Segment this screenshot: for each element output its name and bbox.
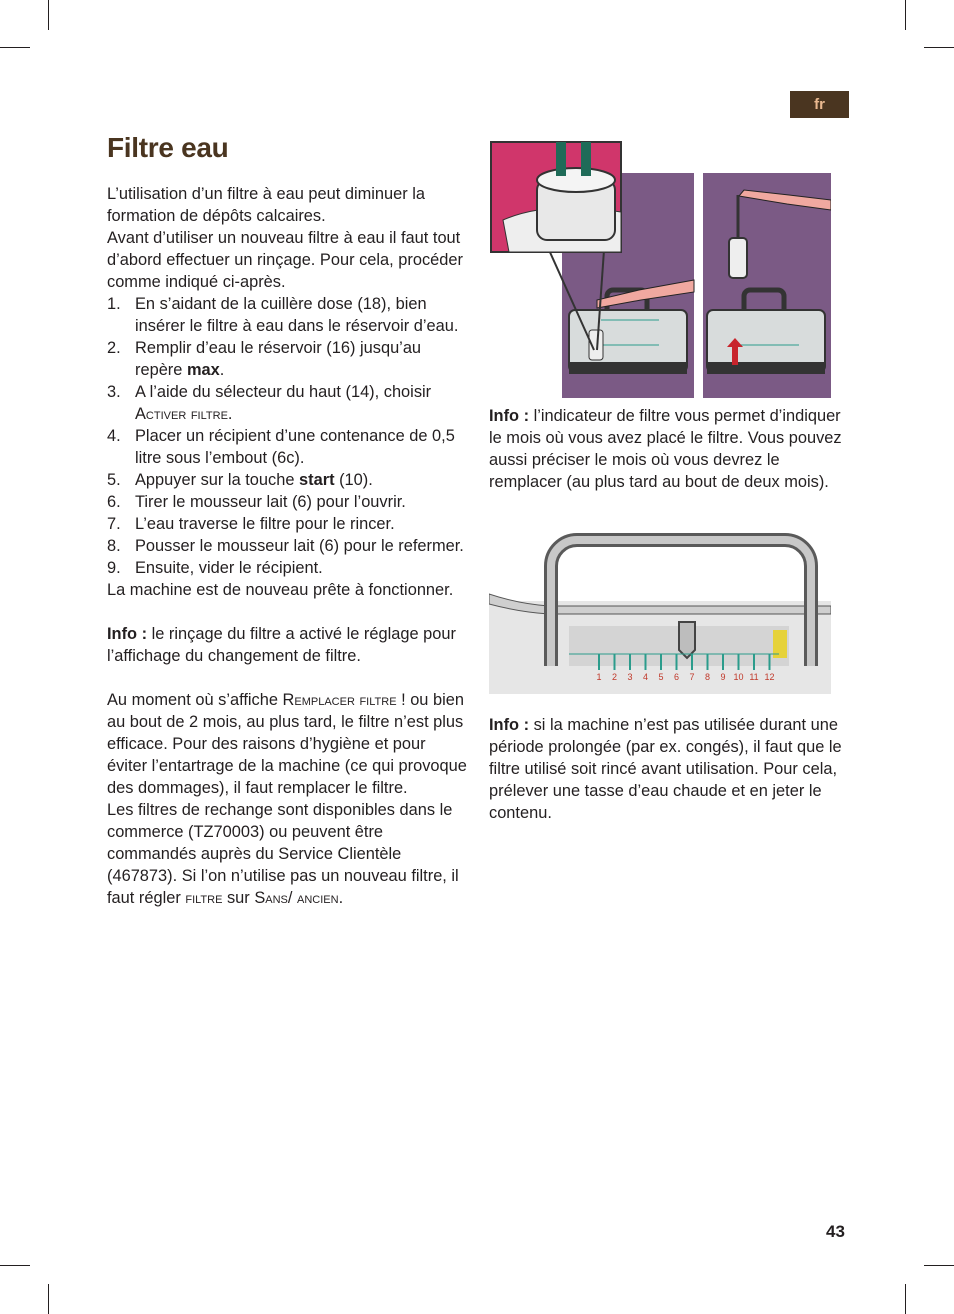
- step-text: Tirer le mousseur lait (6) pour l’ouvrir.: [135, 493, 406, 511]
- list-item: [107, 337, 467, 381]
- info-box-long-absence: [489, 714, 849, 824]
- step-number: 9.: [107, 559, 121, 577]
- page-title: Filtre eau: [107, 132, 229, 163]
- page-number: 43: [826, 1222, 845, 1241]
- step-keyword: max: [186, 361, 220, 379]
- info-text: l’indicateur de filtre vous permet d’indiquer le mois où vous avez placé le filtre. Vous pouvez aussi préciser le mois où vous devrez le remplacer (au plus tard au bout de deux mois).: [489, 407, 842, 491]
- info-label: Info :: [107, 625, 148, 643]
- month-label: 3: [627, 672, 633, 682]
- step-number: 4.: [107, 427, 121, 445]
- menu-term: Sans/ ancien: [254, 889, 339, 907]
- list-item: [107, 381, 467, 425]
- crop-mark: [924, 1265, 954, 1266]
- list-item: [107, 513, 467, 535]
- crop-mark: [0, 47, 30, 48]
- menu-term: filtre: [185, 889, 223, 907]
- crop-mark: [48, 0, 49, 30]
- step-number: 8.: [107, 537, 121, 555]
- info-text: le rinçage du filtre a activé le réglage pour l’affichage du changement de filtre.: [107, 625, 456, 665]
- body-text: sur: [222, 889, 255, 907]
- list-item: [107, 557, 467, 579]
- body-text: Au moment où s’affiche: [107, 691, 283, 709]
- month-label: 12: [764, 672, 775, 682]
- menu-term: Activer filtre: [135, 405, 228, 423]
- spare-paragraph: [107, 799, 467, 909]
- month-indicator-illustration: [489, 526, 831, 694]
- intro-paragraph: Avant d’utiliser un nouveau filtre à eau il faut tout d’abord effectuer un rinçage. Pour cela, procéder comme indiqué ci-après.: [107, 229, 463, 291]
- month-label: 10: [733, 672, 744, 682]
- step-keyword: start: [299, 471, 335, 489]
- step-number: 7.: [107, 515, 121, 533]
- step-text: A l’aide du sélecteur du haut (14), choisir: [135, 383, 432, 401]
- list-item: [107, 293, 467, 337]
- step-text: En s’aidant de la cuillère dose (18), bien insérer le filtre à eau dans le réservoir d’eau.: [135, 295, 459, 335]
- month-label: 1: [596, 672, 602, 682]
- step-text: .: [219, 361, 225, 379]
- month-label: 2: [611, 672, 618, 682]
- month-label: 6: [673, 672, 680, 682]
- step-number: 1.: [107, 295, 121, 313]
- step-number: 6.: [107, 493, 121, 511]
- month-label: 4: [642, 672, 649, 682]
- body-text: ou bien au bout de 2 mois, au plus tard, le filtre n’est plus efficace. Pour des raisons d’hygiène et pour éviter l’entartrage de la machine (ce qui provoque des dommages), il faut remplacer le filtre.: [107, 691, 467, 797]
- month-label: 8: [704, 672, 711, 682]
- crop-mark: [48, 1284, 49, 1314]
- step-text: Placer un récipient d’une contenance de 0,5 litre sous l’embout (6c).: [135, 427, 455, 467]
- crop-mark: [0, 1265, 30, 1266]
- crop-mark: [924, 47, 954, 48]
- step-number: 2.: [107, 339, 121, 357]
- replace-paragraph: [107, 689, 467, 799]
- crop-mark: [905, 1284, 906, 1314]
- step-text: Pousser le mousseur lait (6) pour le refermer.: [135, 537, 464, 555]
- body-text: Les filtres de rechange sont disponibles dans le commerce (TZ70003) ou peuvent être commandés auprès du Service Clientèle (467873). Si l’on n’utilise pas un nouveau filtre, il faut régler: [107, 801, 459, 907]
- filter-insert-illustration: [489, 140, 831, 398]
- list-item: [107, 469, 467, 491]
- crop-mark: [905, 0, 906, 30]
- left-column: [107, 183, 467, 909]
- menu-term: Remplacer filtre !: [282, 691, 406, 709]
- body-text: .: [338, 889, 344, 907]
- intro-paragraph: L’utilisation d’un filtre à eau peut diminuer la formation de dépôts calcaires.: [107, 185, 425, 225]
- month-label: 9: [720, 672, 726, 682]
- info-paragraph: [489, 714, 849, 824]
- info-text: si la machine n’est pas utilisée durant une période prolongée (par ex. congés), il faut que le filtre utilisé soit rincé avant utilisation. Pour cela, prélever une tasse d’eau chaude et en jeter le contenu.: [489, 716, 842, 822]
- step-text: (10).: [334, 471, 373, 489]
- step-number: 3.: [107, 383, 121, 401]
- month-label: 5: [658, 672, 664, 682]
- list-item: [107, 491, 467, 513]
- steps-list: [107, 293, 467, 579]
- month-label: 7: [689, 672, 695, 682]
- info-paragraph: [489, 405, 849, 493]
- list-item: [107, 535, 467, 557]
- info-label: Info :: [489, 716, 530, 734]
- info-box-filter-indicator: [489, 405, 849, 493]
- info-label: Info :: [489, 407, 530, 425]
- indicator-slider: [679, 622, 695, 658]
- step-text: L’eau traverse le filtre pour le rincer.: [135, 515, 395, 533]
- ready-paragraph: La machine est de nouveau prête à fonctionner.: [107, 581, 454, 599]
- step-text: Remplir d’eau le réservoir (16) jusqu’au repère: [135, 339, 422, 379]
- info-paragraph: [107, 623, 467, 667]
- step-number: 5.: [107, 471, 121, 489]
- list-item: [107, 425, 467, 469]
- step-text: Ensuite, vider le récipient.: [135, 559, 323, 577]
- step-text: Appuyer sur la touche: [135, 471, 300, 489]
- language-tab: fr: [790, 91, 849, 118]
- month-label: 11: [749, 672, 759, 682]
- step-text: .: [227, 405, 233, 423]
